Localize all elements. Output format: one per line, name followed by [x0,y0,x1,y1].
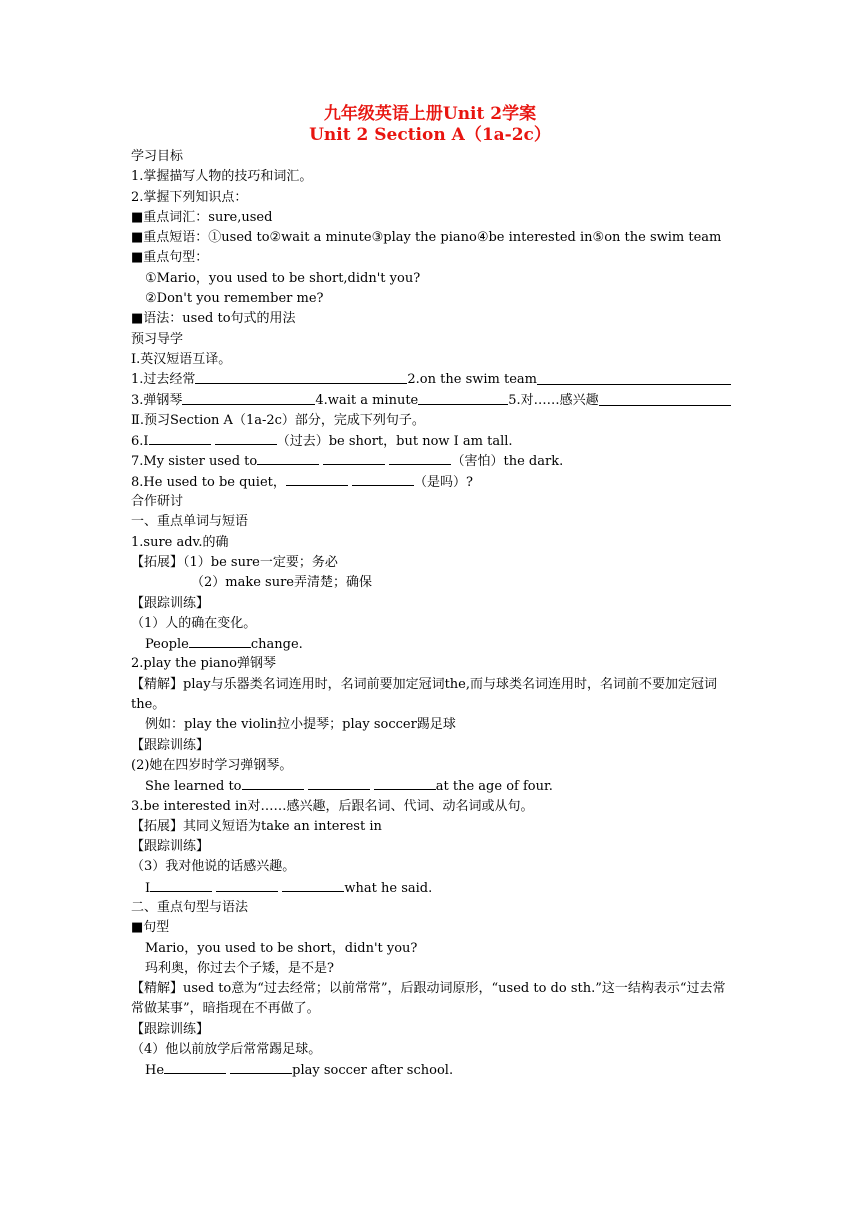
s6-text-b: （过去）be short，but now I am tall. [276,434,513,450]
sentence-7 [131,451,731,471]
section-1-heading: 一、重点单词与短语 [131,514,249,530]
document-body [131,147,731,1081]
ex4-blank-1[interactable] [164,1060,226,1074]
ex4-blank-2[interactable] [230,1060,292,1074]
q2-blank[interactable] [537,370,731,385]
objective-2: 2.掌握下列知识点： [131,189,248,205]
key-sentence-1: ①Mario，you used to be short,didn't you? [145,270,421,286]
key-words: ■重点词汇：sure,used [131,209,273,225]
ex4-text-a: He [145,1063,165,1079]
word-3-extension: 【拓展】其同义短语为take an interest in [131,818,382,834]
word-2: 2.play the piano弹钢琴 [131,656,276,672]
pattern-explanation: 【精解】used to意为“过去经常；以前常常”，后跟动词原形，“used to do sth.”这一结构表示“过去常常做某事”，暗指现在不再做了。 [131,981,726,1017]
exercise-row-2 [131,391,731,411]
exercise-4-line [131,1060,731,1080]
ex3-blank-3[interactable] [282,878,344,892]
ex2-text-b: at the age of four. [435,779,553,795]
study-heading: 合作研讨 [131,494,184,510]
ex3-blank-2[interactable] [216,878,278,892]
ex2-blank-2[interactable] [308,776,370,790]
key-sentences-label: ■重点句型： [131,250,209,266]
s8-blank-2[interactable] [352,472,414,486]
s6-blank-1[interactable] [149,431,211,445]
ex3-blank-1[interactable] [150,878,212,892]
ex3-text-a: I [145,880,151,896]
q1-label: 1.过去经常 [131,372,196,388]
exercise-3-prompt: （3）我对他说的话感兴趣。 [131,859,296,875]
pattern-english: Mario，you used to be short，didn't you? [145,940,418,956]
s8-text-a: 8.He used to be quiet， [131,474,286,490]
sentence-8 [131,472,731,492]
q4-blank[interactable] [418,391,508,405]
track-label-3: 【跟踪训练】 [131,839,210,855]
word-1: 1.sure adv.的确 [131,534,229,550]
preview-part-1-label: Ⅰ.英汉短语互译。 [131,351,232,367]
ex1-text-b: change. [250,637,303,653]
ex2-text-a: She learned to [145,779,242,795]
q2-label: 2.on the swim team [407,372,537,388]
exercise-3-line [131,878,731,898]
track-label-4: 【跟踪训练】 [131,1021,210,1037]
word-2-explanation: 【精解】play与乐器类名词连用时，名词前要加定冠词the,而与球类名词连用时，名词前不要加定冠词the。 [131,676,717,713]
s8-text-b: （是吗）? [414,474,473,490]
exercise-4-prompt: （4）他以前放学后常常踢足球。 [131,1042,322,1058]
ex2-blank-3[interactable] [374,776,436,790]
q4-label: 4.wait a minute [315,392,419,408]
objective-1: 1.掌握描写人物的技巧和词汇。 [131,169,313,185]
ex2-blank-1[interactable] [242,776,304,790]
preview-part-2-label: Ⅱ.预习Section A（1a-2c）部分，完成下列句子。 [131,412,425,428]
grammar-point: ■语法：used to句式的用法 [131,311,296,327]
s7-blank-1[interactable] [257,451,319,465]
s6-text-a: 6.I [131,434,149,450]
s7-blank-2[interactable] [323,451,385,465]
exercise-1-prompt: （1）人的确在变化。 [131,615,257,631]
q3-label: 3.弹钢琴 [131,392,183,408]
q1-blank[interactable] [195,370,407,384]
q5-blank[interactable] [599,391,731,406]
s8-blank-1[interactable] [286,472,348,486]
objectives-heading: 学习目标 [131,149,184,164]
word-3: 3.be interested in对……感兴趣，后跟名词、代词、动名词或从句。 [131,798,534,814]
track-label-1: 【跟踪训练】 [131,595,210,611]
s7-text-a: 7.My sister used to [131,454,258,470]
ex1-text-a: People [145,637,189,653]
section-2-heading: 二、重点句型与语法 [131,899,249,915]
s6-blank-2[interactable] [215,431,277,445]
ex1-blank[interactable] [189,634,251,648]
document-subtitle: Unit 2 Section A（1a-2c） [309,125,551,145]
word-1-extension-2: （2）make sure弄清楚；确保 [191,575,373,591]
document-title: 九年级英语上册Unit 2学案 [323,104,537,124]
q3-blank[interactable] [182,391,315,405]
ex4-text-b: play soccer after school. [292,1063,454,1079]
word-1-extension-1: 【拓展】（1）be sure一定要；务必 [131,554,338,570]
key-phrases: ■重点短语：①used to②wait a minute③play the piano④be interested in⑤on the swim team [131,230,722,246]
pattern-label: ■句型 [131,920,170,936]
s7-blank-3[interactable] [389,451,451,465]
exercise-2-line [131,776,731,796]
sentence-6 [131,431,731,451]
s7-text-b: （害怕）the dark. [451,454,564,470]
pattern-chinese: 玛利奥，你过去个子矮，是不是? [145,960,334,976]
q5-label: 5.对……感兴趣 [508,392,599,408]
exercise-1-line [131,634,731,654]
title-block [0,104,860,146]
key-sentence-2: ②Don't you remember me? [145,291,324,307]
word-2-example: 例如：play the violin拉小提琴；play soccer踢足球 [145,717,456,733]
exercise-2-prompt: (2)她在四岁时学习弹钢琴。 [131,757,293,773]
exercise-row-1 [131,370,731,390]
track-label-2: 【跟踪训练】 [131,737,210,753]
ex3-text-b: what he said. [344,880,433,896]
preview-heading: 预习导学 [131,331,184,347]
